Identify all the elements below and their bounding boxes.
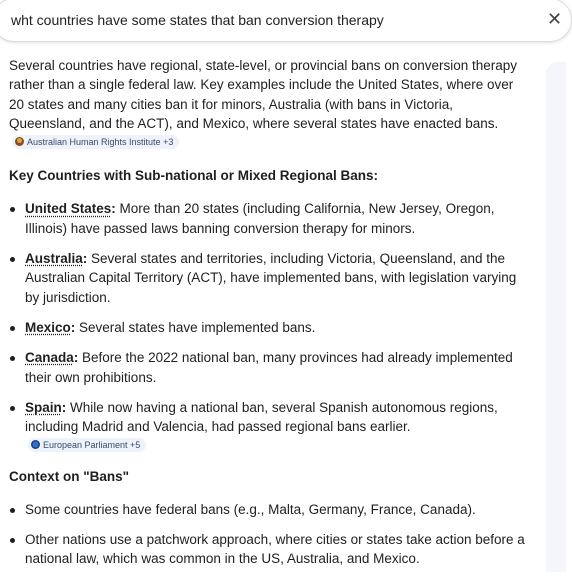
item-text: Before the 2022 national ban, many provinces had already implemented their own prohibitions.	[25, 350, 513, 385]
institute-logo-icon	[15, 137, 24, 146]
intro-text: Several countries have regional, state-level, or provincial bans on conversion therapy rather than a single federal law. Key examples include the United States, where over 20 states and many cities ban it for minors, Australia (with bans in Victoria, Queensland, and the ACT), and Mexico, where several states have enacted bans.	[9, 58, 518, 131]
list-item: United States: More than 20 states (including California, New Jersey, Oregon, Illinois) have passed laws banning conversion therapy for minors.	[9, 199, 529, 238]
search-bar[interactable]	[0, 0, 572, 42]
term-united-states[interactable]: United States	[25, 201, 112, 217]
context-list	[9, 500, 529, 569]
list-item: Mexico: Several states have implemented bans.	[9, 318, 529, 337]
list-item: Canada: Before the 2022 national ban, many provinces had already implemented their own prohibitions.	[9, 348, 529, 387]
term-australia[interactable]: Australia	[25, 251, 83, 267]
close-icon[interactable]: ✕	[547, 9, 563, 29]
search-input[interactable]: wht countries have some states that ban conversion therapy	[11, 12, 384, 28]
item-text: Several states and territories, including Victoria, Queensland, and the Australian Capital Territory (ACT), have implemented bans, with legislation varying by jurisdiction.	[25, 251, 517, 305]
item-text: While now having a national ban, several Spanish autonomous regions, including Madrid and Valencia, had passed regional bans earlier.	[25, 399, 498, 435]
list-item: Australia: Several states and territories, including Victoria, Queensland, and the Australian Capital Territory (ACT), have implemented bans, with legislation varying by jurisdiction.	[9, 249, 529, 307]
list-item: Other nations use a patchwork approach, where cities or states take action before a national law, which was common in the US, Australia, and Mexico.	[9, 530, 529, 569]
term-canada[interactable]: Canada	[25, 350, 74, 366]
source-chip-label: Australian Human Rights Institute +3	[27, 136, 174, 147]
list-item: Spain: While now having a national ban, several Spanish autonomous regions, including Madrid and Valencia, had passed regional bans earlier. European Parliament +5	[9, 398, 529, 456]
term-mexico[interactable]: Mexico	[25, 319, 71, 335]
parliament-logo-icon	[31, 440, 40, 449]
item-text: More than 20 states (including California, New Jersey, Oregon, Illinois) have passed laws banning conversion therapy for minors.	[25, 201, 495, 236]
countries-list	[9, 199, 529, 455]
source-chip-european-parliament[interactable]	[28, 438, 146, 452]
section-title-key-countries: Key Countries with Sub-national or Mixed Regional Bans:	[9, 168, 379, 184]
answer-intro	[9, 56, 529, 152]
item-text: Several states have implemented bans.	[75, 319, 316, 335]
source-chip-ahri[interactable]	[12, 135, 179, 149]
section-title-context: Context on "Bans"	[9, 468, 130, 484]
source-chip-label: European Parliament +5	[43, 439, 141, 450]
term-spain[interactable]: Spain	[25, 399, 62, 415]
side-panel	[546, 62, 566, 572]
ai-answer	[9, 56, 529, 580]
list-item: Some countries have federal bans (e.g., Malta, Germany, France, Canada).	[9, 500, 529, 519]
